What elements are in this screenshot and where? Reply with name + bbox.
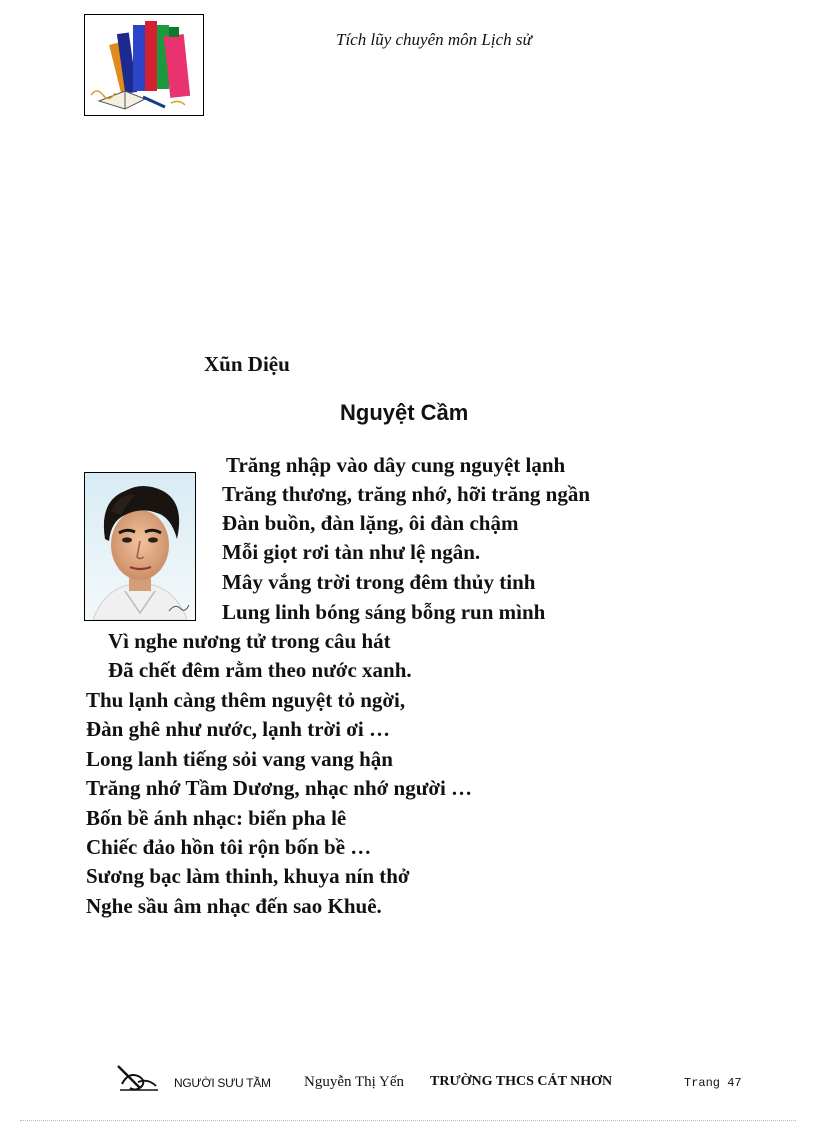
header-title: Tích lũy chuyên môn Lịch sử [336, 30, 532, 49]
poem-line: Trăng nhớ Tầm Dương, nhạc nhớ người … [86, 776, 473, 800]
poem-line: Sương bạc làm thinh, khuya nín thở [86, 864, 410, 888]
poem-line: Trăng nhập vào dây cung nguyệt lạnh [226, 453, 566, 477]
poem-line: Đàn buồn, đàn lặng, ôi đàn chậm [222, 511, 519, 535]
poem-line: Vì nghe nương tử trong câu hát [108, 629, 391, 653]
footer-divider [20, 1120, 796, 1121]
poem-line: Đã chết đêm rằm theo nước xanh. [108, 658, 412, 682]
poem-line: Thu lạnh càng thêm nguyệt tỏ ngời, [86, 688, 406, 712]
poem-line: Nghe sầu âm nhạc đến sao Khuê. [86, 894, 382, 918]
page-footer [0, 1062, 816, 1102]
poem-line: Mây vắng trời trong đêm thủy tinh [222, 570, 536, 594]
poem-line: Bốn bề ánh nhạc: biển pha lê [86, 806, 347, 830]
poem-line: Trăng thương, trăng nhớ, hỡi trăng ngần [222, 482, 591, 506]
signature-pen-icon [116, 1062, 162, 1094]
poem-line: Long lanh tiếng sỏi vang vang hận [86, 747, 393, 771]
collector-name: Nguyễn Thị Yến [304, 1074, 404, 1090]
poem-line: Chiếc đảo hồn tôi rộn bốn bề … [86, 835, 372, 859]
author-portrait [84, 472, 196, 621]
poem-line: Đàn ghê như nước, lạnh trời ơi … [86, 717, 390, 741]
poem-author: Xũn Diệu [204, 352, 290, 376]
books-logo-icon [84, 14, 204, 116]
poem-line: Mỗi giọt rơi tàn như lệ ngân. [222, 540, 481, 564]
poem-line: Lung linh bóng sáng bỗng run mình [222, 600, 546, 624]
school-name: TRƯỜNG THCS CÁT NHƠN [430, 1074, 613, 1089]
poem-title: Nguyệt Cầm [340, 400, 469, 425]
page-number: Trang 47 [684, 1076, 742, 1090]
collector-label: NGƯỜI SƯU TẦM [174, 1076, 271, 1090]
